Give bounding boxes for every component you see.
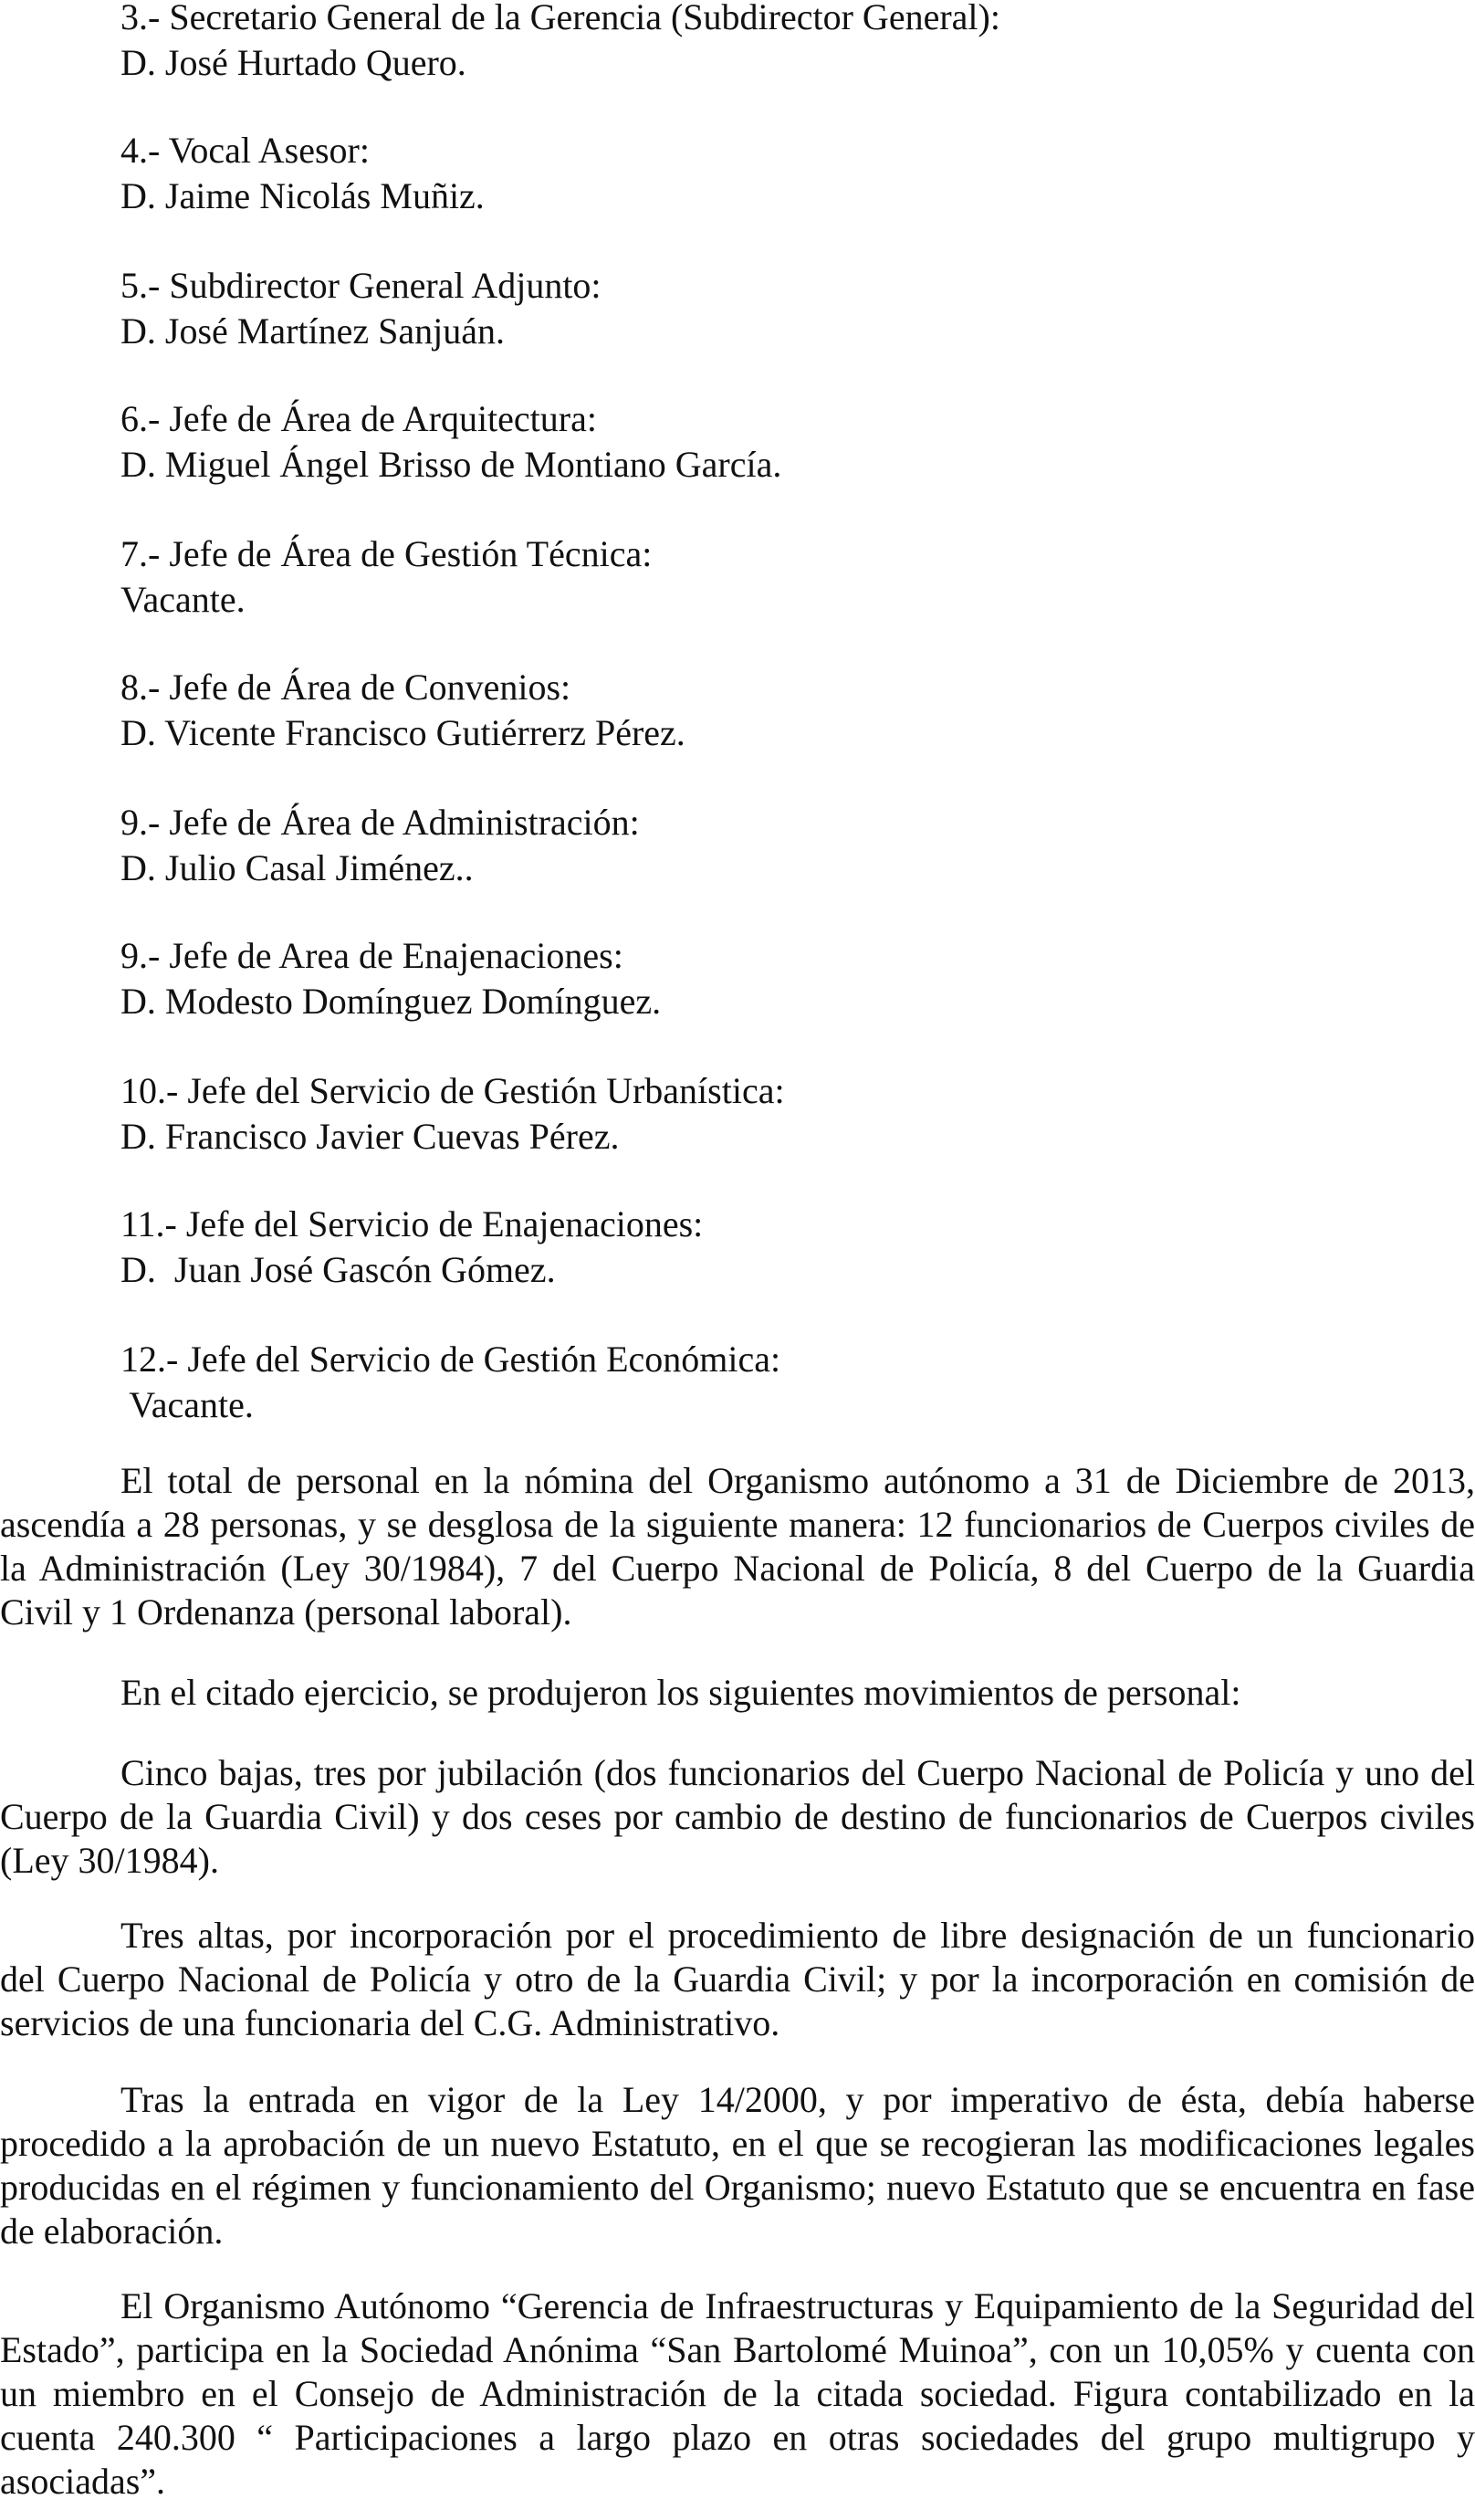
entry-name: Vacante. xyxy=(120,579,246,620)
entry-position: 5.- Subdirector General Adjunto: xyxy=(120,265,602,306)
entry-position: 10.- Jefe del Servicio de Gestión Urbanística: xyxy=(120,1070,785,1111)
staff-entry xyxy=(120,1068,785,1160)
staff-entry xyxy=(120,263,602,354)
entry-position: 9.- Jefe de Area de Enajenaciones: xyxy=(120,935,623,976)
entry-name: D. Jaime Nicolás Muñiz. xyxy=(120,175,485,216)
staff-entry xyxy=(120,1202,703,1293)
entry-name: D. José Martínez Sanjuán. xyxy=(120,310,506,352)
entry-name: D. Julio Casal Jiménez.. xyxy=(120,847,474,888)
entry-name: D. Juan José Gascón Gómez. xyxy=(120,1249,556,1290)
staff-entry xyxy=(120,128,485,219)
entry-name: D. Modesto Domínguez Domínguez. xyxy=(120,981,662,1022)
entry-position: 3.- Secretario General de la Gerencia (Subdirector General): xyxy=(120,0,1000,37)
entry-position: 4.- Vocal Asesor: xyxy=(120,130,370,171)
staff-entry xyxy=(120,396,781,488)
entry-position: 7.- Jefe de Área de Gestión Técnica: xyxy=(120,533,653,574)
paragraph: El Organismo Autónomo “Gerencia de Infraestructuras y Equipamiento de la Seguridad del Estado”, participa en la Sociedad Anónima “San Bartolomé Muinoa”, con un 10,05% y cuenta con un miembro en el Consejo de Administración de la citada sociedad. Figura contabilizado en la cuenta 240.300 “ Participaciones a largo plazo en otras sociedades del grupo multigrupo y asociadas”. xyxy=(0,2285,1475,2502)
entry-name: D. Vicente Francisco Gutiérrerz Pérez. xyxy=(120,712,685,753)
entry-position: 9.- Jefe de Área de Administración: xyxy=(120,802,640,843)
staff-entry xyxy=(120,800,640,891)
entry-name: D. Miguel Ángel Brisso de Montiano García. xyxy=(120,444,782,485)
staff-entry xyxy=(120,1337,780,1428)
staff-entry xyxy=(120,665,685,756)
paragraph: El total de personal en la nómina del Organismo autónomo a 31 de Diciembre de 2013, ascendía a 28 personas, y se desglosa de la siguiente manera: 12 funcionarios de Cuerpos civiles de la Administración (Ley 30/1984), 7 del Cuerpo Nacional de Policía, 8 del Cuerpo de la Guardia Civil y 1 Ordenanza (personal laboral). xyxy=(0,1460,1475,1633)
entry-position: 12.- Jefe del Servicio de Gestión Económica: xyxy=(120,1339,781,1380)
entry-name: D. José Hurtado Quero. xyxy=(120,42,466,83)
entry-name: D. Francisco Javier Cuevas Pérez. xyxy=(120,1116,620,1157)
staff-entry xyxy=(120,0,1000,86)
paragraph: Cinco bajas, tres por jubilación (dos funcionarios del Cuerpo Nacional de Policía y uno del Cuerpo de la Guardia Civil) y dos ceses por cambio de destino de funcionarios de Cuerpos civiles (Ley 30/1984). xyxy=(0,1752,1475,1881)
paragraph: Tres altas, por incorporación por el procedimiento de libre designación de un funcionario del Cuerpo Nacional de Policía y otro de la Guardia Civil; y por la incorporación en comisión de servicios de una funcionaria del C.G. Administrativo. xyxy=(0,1915,1475,2043)
paragraph: En el citado ejercicio, se produjeron los siguientes movimientos de personal: xyxy=(120,1672,1241,1713)
paragraph: Tras la entrada en vigor de la Ley 14/2000, y por imperativo de ésta, debía haberse procedido a la aprobación de un nuevo Estatuto, en el que se recogieran las modificaciones legales producidas en el régimen y funcionamiento del Organismo; nuevo Estatuto que se encuentra en fase de elaboración. xyxy=(0,2079,1475,2252)
entry-position: 6.- Jefe de Área de Arquitectura: xyxy=(120,398,597,439)
staff-entry xyxy=(120,531,652,623)
entry-name: Vacante. xyxy=(120,1384,254,1425)
staff-entry xyxy=(120,933,661,1024)
entry-position: 11.- Jefe del Servicio de Enajenaciones: xyxy=(120,1203,704,1244)
entry-position: 8.- Jefe de Área de Convenios: xyxy=(120,667,571,708)
